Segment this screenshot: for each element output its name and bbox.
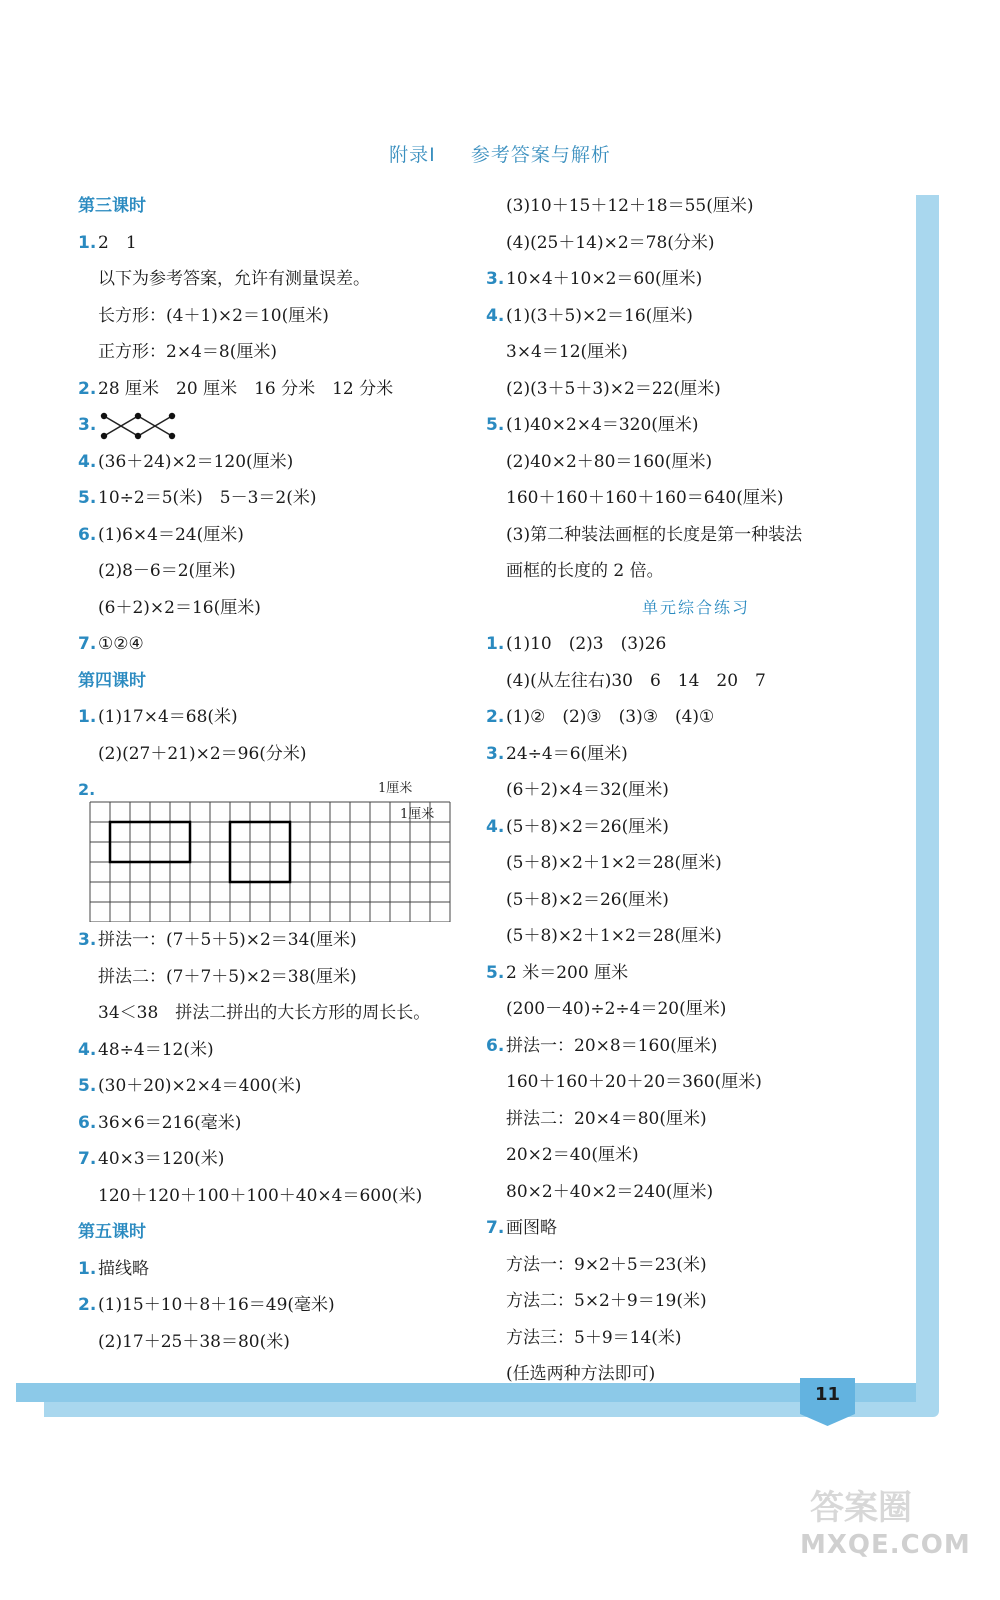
answer-item — [486, 407, 906, 444]
square-shape — [230, 822, 290, 882]
item-text: (1)17×4＝68(米) — [98, 707, 238, 727]
matching-dot — [101, 432, 107, 438]
answer-item — [486, 955, 906, 992]
item-text: 10×4＋10×2＝60(厘米) — [506, 269, 703, 289]
item-text: 36×6＝216(毫米) — [98, 1112, 242, 1133]
answer-item — [486, 298, 906, 335]
answer-line: 20×2＝40(厘米) — [506, 1145, 639, 1165]
item-number: 4. — [78, 1039, 97, 1060]
item-number: 5. — [486, 415, 505, 435]
answer-line: (2)(27＋21)×2＝96(分米) — [98, 743, 307, 764]
answer-line: (6＋2)×4＝32(厘米) — [506, 780, 669, 800]
section-title: 第五课时 — [78, 1222, 146, 1242]
answer-item — [78, 922, 498, 959]
answer-line: (200－40)÷2÷4＝20(厘米) — [506, 999, 727, 1019]
page-number: 11 — [814, 1384, 841, 1405]
item-text: 画图略 — [506, 1218, 557, 1238]
answer-item — [78, 371, 498, 408]
answer-line: (2)(3＋5＋3)×2＝22(厘米) — [506, 378, 721, 399]
item-text: 2 1 — [98, 232, 137, 253]
item-text: 40×3＝120(米) — [98, 1149, 225, 1169]
item-text: 2 米＝200 厘米 — [506, 962, 629, 983]
item-text: (1)15＋10＋8＋16＝49(毫米) — [98, 1295, 335, 1315]
item-number: 5. — [78, 488, 97, 508]
answer-line: 以下为参考答案，允许有测量误差。 — [98, 269, 370, 289]
item-number: 7. — [78, 634, 97, 654]
answer-line: (3)第二种装法画框的长度是第一种装法 — [506, 524, 803, 545]
item-number: 2. — [486, 707, 505, 727]
section-title: 第四课时 — [78, 670, 146, 691]
subsection-title: 单元综合练习 — [641, 597, 750, 617]
matching-dot — [135, 432, 141, 438]
answer-line: (5＋8)×2＋1×2＝28(厘米) — [506, 926, 722, 946]
answer-line: 拼法二：20×4＝80(厘米) — [506, 1108, 707, 1129]
answer-item — [78, 1105, 498, 1142]
grid-label-height: 1厘米 — [400, 807, 435, 822]
answer-line: 方法三：5＋9＝14(米) — [506, 1327, 682, 1348]
answer-line: 拼法二：(7＋7＋5)×2＝38(厘米) — [98, 966, 357, 987]
watermark-logo: 答案圈 — [810, 1488, 912, 1528]
item-number: 1. — [78, 707, 97, 727]
item-text: (1)(3＋5)×2＝16(厘米) — [506, 305, 693, 326]
matching-dot — [135, 412, 141, 418]
answer-item-grid — [78, 772, 498, 922]
answer-line: (6＋2)×2＝16(厘米) — [98, 597, 261, 618]
content-frame — [16, 183, 916, 1413]
item-text: 48÷4＝12(米) — [98, 1039, 214, 1060]
answer-item — [486, 626, 906, 663]
item-text: 24÷4＝6(厘米) — [506, 743, 628, 764]
item-number: 6. — [78, 524, 97, 545]
item-text: 拼法一：20×8＝160(厘米) — [506, 1035, 718, 1056]
answer-item — [78, 1141, 498, 1178]
answer-item — [78, 1068, 498, 1105]
item-text: (30＋20)×2×4＝400(米) — [98, 1076, 302, 1096]
header-title: 参考答案与解析 — [470, 144, 611, 166]
item-number: 4. — [78, 451, 97, 472]
item-text: 28 厘米 20 厘米 16 分米 12 分米 — [98, 378, 394, 399]
answer-line: 画框的长度的 2 倍。 — [506, 561, 664, 581]
answer-item — [486, 736, 906, 773]
matching-dot — [169, 412, 175, 418]
section-title: 第三课时 — [78, 196, 146, 216]
item-number: 3. — [78, 415, 97, 435]
item-text: (1)40×2×4＝320(厘米) — [506, 415, 699, 435]
item-text: ①②④ — [98, 634, 144, 654]
answer-item — [486, 699, 906, 736]
item-number: 4. — [486, 816, 505, 837]
answer-line: (5＋8)×2＝26(厘米) — [506, 889, 669, 910]
item-text: (5＋8)×2＝26(厘米) — [506, 816, 669, 837]
matching-dot — [101, 412, 107, 418]
item-text: 10÷2＝5(米) 5－3＝2(米) — [98, 488, 317, 508]
answer-item — [78, 517, 498, 554]
item-number: 3. — [486, 743, 505, 764]
answer-line: (5＋8)×2＋1×2＝28(厘米) — [506, 853, 722, 873]
item-number: 6. — [486, 1035, 505, 1056]
answer-line: (4)(从左往右)30 6 14 20 7 — [506, 670, 766, 691]
answer-line: (2)40×2＋80＝160(厘米) — [506, 451, 713, 472]
content-panel — [16, 183, 916, 1383]
item-text: (36＋24)×2＝120(厘米) — [98, 451, 294, 472]
item-number: 7. — [486, 1218, 505, 1238]
item-number: 3. — [486, 269, 505, 289]
matching-diagram — [98, 408, 188, 444]
answer-item — [78, 699, 498, 736]
answer-item — [78, 444, 498, 481]
item-number: 2. — [78, 780, 96, 799]
page-header — [0, 140, 1000, 167]
answer-line: (4)(25＋14)×2＝78(分米) — [506, 232, 715, 253]
item-text: 描线略 — [98, 1258, 149, 1279]
answer-line: (2)8－6＝2(厘米) — [98, 561, 236, 581]
answer-item — [486, 1210, 906, 1247]
grid-label-width: 1厘米 — [378, 781, 413, 796]
item-number: 4. — [486, 305, 505, 326]
answer-item — [78, 626, 498, 663]
answer-line: 方法二：5×2＋9＝19(米) — [506, 1291, 707, 1311]
item-text: (1)② (2)③ (3)③ (4)① — [506, 707, 715, 727]
answer-line: 正方形：2×4＝8(厘米) — [98, 342, 277, 362]
answer-line: 160＋160＋160＋160＝640(厘米) — [506, 488, 784, 508]
item-text: (1)6×4＝24(厘米) — [98, 524, 244, 545]
item-number: 6. — [78, 1112, 97, 1133]
item-text: (1)10 (2)3 (3)26 — [506, 634, 667, 654]
item-number: 1. — [486, 634, 505, 654]
left-column — [78, 188, 498, 1360]
item-number: 1. — [78, 1258, 97, 1279]
answer-line: 长方形：(4＋1)×2＝10(厘米) — [98, 305, 329, 326]
item-number: 3. — [78, 930, 97, 950]
item-number: 5. — [486, 962, 505, 983]
answer-item — [78, 1287, 498, 1324]
answer-item — [78, 480, 498, 517]
grid-diagram — [78, 772, 478, 922]
watermark-url: MXQE.COM — [800, 1530, 971, 1560]
item-number: 2. — [78, 1295, 97, 1315]
answer-line: 160＋160＋20＋20＝360(厘米) — [506, 1072, 762, 1092]
matching-dot — [169, 432, 175, 438]
answer-line: (任选两种方法即可) — [506, 1364, 656, 1384]
answer-item — [486, 1028, 906, 1065]
answer-line: 80×2＋40×2＝240(厘米) — [506, 1181, 714, 1202]
answer-line: (2)17＋25＋38＝80(米) — [98, 1331, 290, 1352]
answer-item — [486, 261, 906, 298]
answer-item-matching — [78, 407, 498, 444]
answer-line: 34＜38 拼法二拼出的大长方形的周长长。 — [98, 1003, 431, 1023]
answer-line: 方法一：9×2＋5＝23(米) — [506, 1254, 707, 1275]
header-appendix: 附录Ⅰ — [389, 144, 436, 166]
answer-line: 3×4＝12(厘米) — [506, 342, 628, 362]
answer-item — [78, 1251, 498, 1288]
answer-item — [78, 225, 498, 262]
item-text: 拼法一：(7＋5＋5)×2＝34(厘米) — [98, 930, 357, 950]
answer-item — [486, 809, 906, 846]
item-number: 1. — [78, 232, 97, 253]
item-number: 5. — [78, 1076, 97, 1096]
answer-line: 120＋120＋100＋100＋40×4＝600(米) — [98, 1185, 423, 1206]
answer-item — [78, 1032, 498, 1069]
item-number: 2. — [78, 378, 97, 399]
answer-line: (3)10＋15＋12＋18＝55(厘米) — [506, 196, 754, 216]
item-number: 7. — [78, 1149, 97, 1169]
right-column — [486, 188, 906, 1393]
